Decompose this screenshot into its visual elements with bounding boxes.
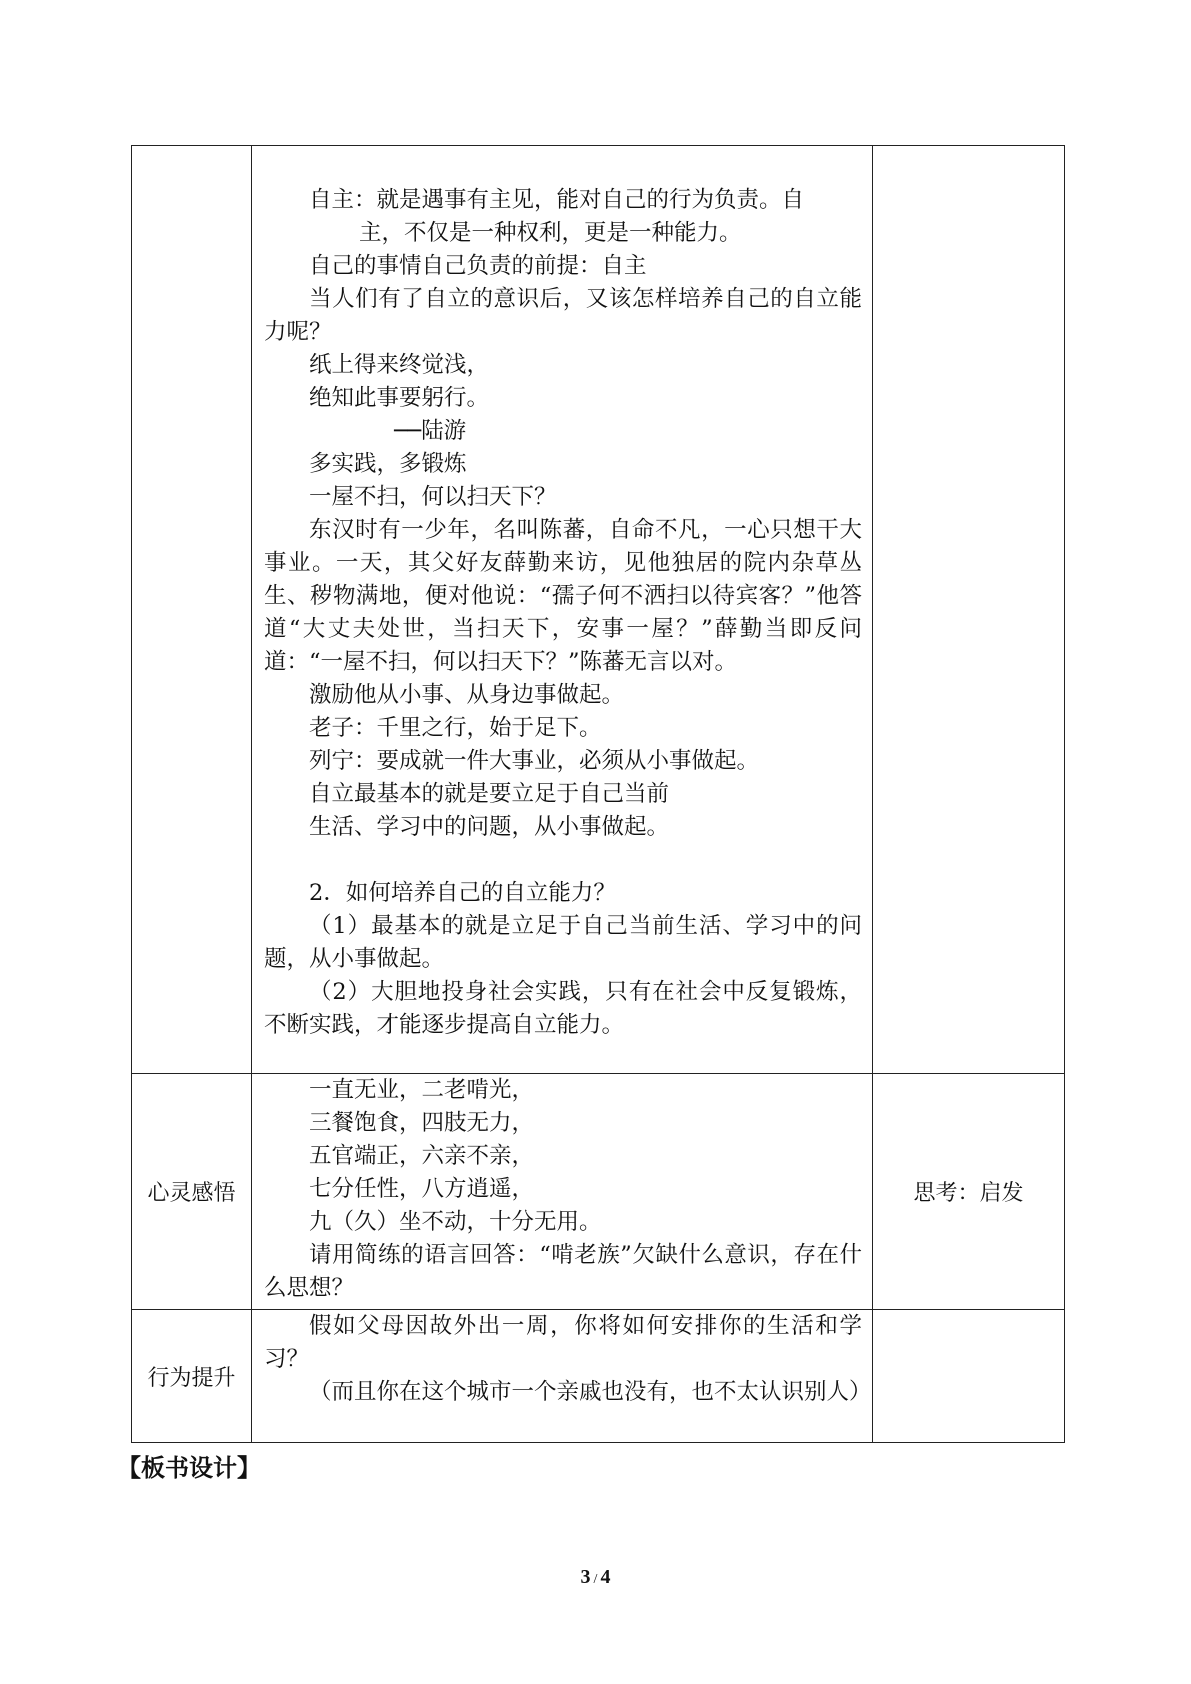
task-line: 假如父母因故外出一周，你将如何安排你的生活和学习？ xyxy=(264,1313,862,1372)
quote-line: 老子：千里之行，始于足下。 xyxy=(309,715,602,741)
page-total: 4 xyxy=(600,1566,611,1588)
text-line: 激励他从小事、从身边事做起。 xyxy=(309,682,625,708)
note-cell-empty xyxy=(873,146,1065,1074)
page-number xyxy=(0,1566,1191,1589)
row-label-empty xyxy=(132,146,252,1074)
blank-line xyxy=(264,844,862,877)
text-line: 生活、学习中的问题，从小事做起。 xyxy=(309,814,670,840)
content-cell xyxy=(252,1310,873,1443)
poem-attribution: ──陆游 xyxy=(394,418,467,444)
text-line: 自己的事情自己负责的前提：自主 xyxy=(309,253,647,279)
poem-line: 绝知此事要躬行。 xyxy=(309,385,490,411)
row-label: 心灵感悟 xyxy=(132,1074,252,1310)
answer-point: （1）最基本的就是立足于自己当前生活、学习中的问题，从小事做起。 xyxy=(264,913,862,972)
text-line: 自主：就是遇事有主见，能对自己的行为负责。自 xyxy=(309,187,805,213)
page-separator: / xyxy=(593,1572,598,1587)
page-current: 3 xyxy=(580,1566,591,1588)
poem-line: 纸上得来终觉浅， xyxy=(309,352,490,378)
question-heading: 2．如何培养自己的自立能力？ xyxy=(309,880,616,906)
verse-line: 九（久）坐不动，十分无用。 xyxy=(309,1209,602,1235)
text-line: 当人们有了自立的意识后，又该怎样培养自己的自立能力呢？ xyxy=(264,286,862,345)
text-line: 主，不仅是一种权利，更是一种能力。 xyxy=(359,220,742,246)
lesson-plan-table xyxy=(131,145,1065,1443)
quote-line: 列宁：要成就一件大事业，必须从小事做起。 xyxy=(309,748,760,774)
text-line: 自立最基本的就是要立足于自己当前 xyxy=(309,781,670,807)
teaching-note: 思考：启发 xyxy=(873,1074,1065,1310)
text-line: 一屋不扫，何以扫天下？ xyxy=(309,484,557,510)
verse-line: 五官端正，六亲不亲， xyxy=(309,1143,535,1169)
table-row xyxy=(132,146,1065,1074)
verse-line: 七分任性，八方逍遥， xyxy=(309,1176,535,1202)
table-row xyxy=(132,1074,1065,1310)
task-note: （而且你在这个城市一个亲戚也没有，也不太认识别人） xyxy=(309,1379,872,1405)
content-cell xyxy=(252,146,873,1074)
note-cell-empty xyxy=(873,1310,1065,1443)
text-line: 多实践，多锻炼 xyxy=(309,451,467,477)
story-paragraph: 东汉时有一少年，名叫陈蕃，自命不凡，一心只想干大事业。一天，其父好友薛勤来访，见他独居的院内杂草丛生、秽物满地，便对他说：“孺子何不洒扫以待宾客？”他答道“大丈夫处世，当扫天下，安事一屋？”薛勤当即反问道：“一屋不扫，何以扫天下？”陈蕃无言以对。 xyxy=(264,517,862,675)
answer-point: （2）大胆地投身社会实践，只有在社会中反复锻炼，不断实践，才能逐步提高自立能力。 xyxy=(264,979,862,1038)
verse-line: 三餐饱食，四肢无力， xyxy=(309,1110,535,1136)
table-row xyxy=(132,1310,1065,1443)
question-line: 请用简练的语言回答：“啃老族”欠缺什么意识，存在什么思想？ xyxy=(264,1242,862,1301)
section-heading: 【板书设计】 xyxy=(117,1454,261,1482)
content-cell xyxy=(252,1074,873,1310)
verse-line: 一直无业，二老啃光， xyxy=(309,1077,535,1103)
row-label: 行为提升 xyxy=(132,1310,252,1443)
